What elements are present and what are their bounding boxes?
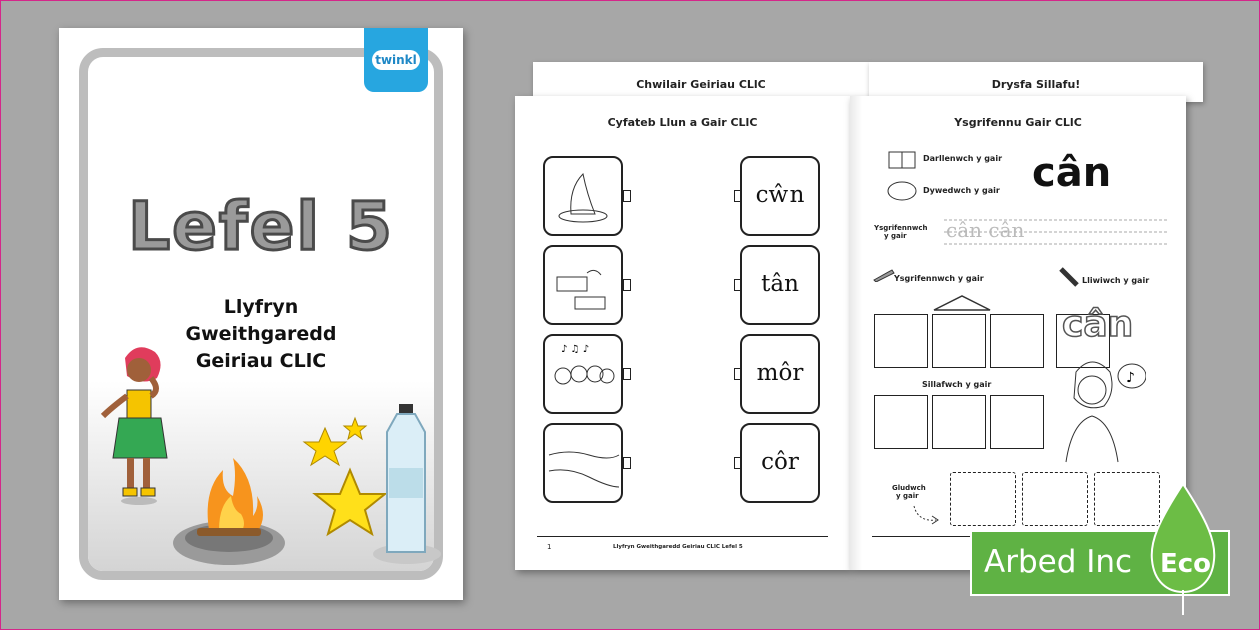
page-footer: Llyfryn Gweithgaredd Geiriau CLlC Lefel 5: [613, 544, 743, 550]
bonfire-icon: [543, 156, 623, 236]
cover-illustration: [79, 318, 443, 580]
syllable-box: [990, 395, 1044, 449]
arrow-icon: [912, 504, 942, 526]
word-card: cŵn: [740, 156, 820, 236]
word-card: tân: [740, 245, 820, 325]
singer-icon: [1046, 352, 1146, 466]
svg-text:♪ ♫ ♪: ♪ ♫ ♪: [561, 344, 590, 355]
badge-text: Arbed Inc: [984, 544, 1133, 580]
word-card: côr: [740, 423, 820, 503]
say-instruction: Dywedwch y gair: [923, 186, 1000, 195]
back-left-title: Chwilair Geiriau CLlC: [636, 78, 766, 91]
back-right-title: Drysfa Sillafu!: [991, 78, 1081, 91]
stick-label: Gludwch y gair: [892, 484, 926, 500]
twinkl-logo: twinkl: [364, 28, 428, 92]
outline-word: cân: [1062, 304, 1134, 345]
page-number: 1: [547, 543, 552, 551]
crayon-icon: [1058, 266, 1080, 288]
cover-page: [59, 28, 463, 600]
syllable-label: Sillafwch y gair: [922, 380, 992, 389]
book-icon: [888, 150, 916, 170]
target-word: cân: [1032, 150, 1112, 196]
water-bottle-icon: [373, 404, 441, 564]
writing-page-title: Ysgrifennu Gair CLlC: [954, 116, 1082, 129]
matching-page-title: Cyfateb Llun a Gair CLlC: [607, 116, 758, 129]
speech-bubble-icon: [886, 180, 918, 202]
roof-icon: [932, 294, 992, 312]
colour-word-label: Lliwiwch y gair: [1082, 276, 1150, 285]
sea-icon: [543, 423, 623, 503]
choir-icon: [543, 334, 623, 414]
singer-girl-icon: [103, 347, 167, 505]
syllable-box: [874, 395, 928, 449]
stick-box: [950, 472, 1016, 526]
matching-page: [515, 96, 850, 570]
campfire-icon: [173, 458, 285, 565]
read-instruction: Darllenwch y gair: [923, 154, 1003, 163]
trace-word: cân cân: [946, 218, 1025, 242]
stars-icon: [304, 418, 385, 534]
pencil-icon: [872, 268, 896, 282]
letter-box: [932, 314, 986, 368]
write-label: Ysgrifennwch y gair: [874, 224, 928, 240]
cover-subtitle: Llyfryn Gweithgaredd Geiriau CLlC: [185, 296, 337, 372]
cover-title: Lefel 5: [128, 188, 394, 265]
write-word-label: Ysgrifennwch y gair: [894, 274, 984, 283]
writing-page: [850, 96, 1186, 570]
word-card: môr: [740, 334, 820, 414]
letter-box: [990, 314, 1044, 368]
svg-text:♪: ♪: [1126, 370, 1135, 386]
syllable-box: [932, 395, 986, 449]
dog-icon: [543, 245, 623, 325]
letter-box: [874, 314, 928, 368]
eco-label: Eco: [1160, 549, 1212, 579]
stick-box: [1022, 472, 1088, 526]
